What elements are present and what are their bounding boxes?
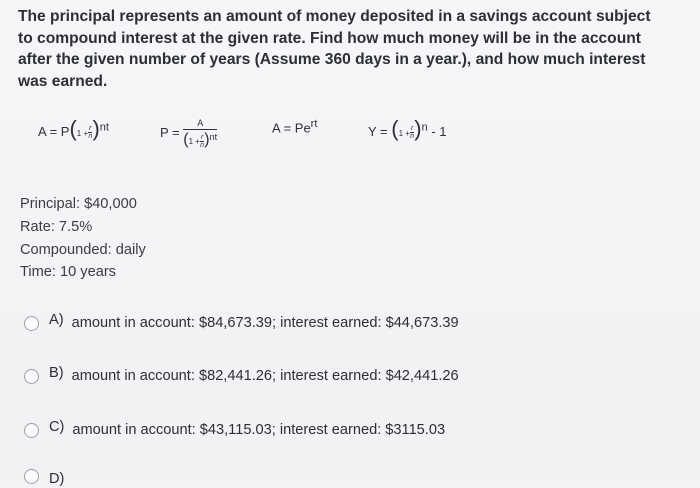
given-principal: Principal: $40,000 bbox=[20, 196, 137, 212]
formula-continuous bbox=[272, 118, 317, 135]
formula-effective-yield: Y = (1 + $\frac{r}{n}$ )$^n$ - 1 bbox=[368, 116, 447, 141]
formula-2-numerator: A bbox=[183, 118, 217, 130]
option-letter: C) bbox=[49, 419, 65, 435]
formula-3-exponent: rt bbox=[310, 118, 318, 130]
option-text: amount in account: $43,115.03; interest earned: $3115.03 bbox=[72, 422, 446, 438]
given-compounded: Compounded: daily bbox=[20, 242, 146, 258]
radio-button-icon[interactable] bbox=[24, 369, 39, 384]
option-text: amount in account: $82,441.26; interest earned: $42,441.26 bbox=[71, 368, 459, 384]
formula-4-tail: - 1 bbox=[427, 124, 447, 139]
given-time: Time: 10 years bbox=[20, 264, 116, 280]
formula-present-value bbox=[160, 118, 217, 149]
answer-option-b[interactable] bbox=[24, 364, 459, 388]
formula-2-fraction bbox=[183, 118, 217, 149]
formula-4-lhs: Y = bbox=[368, 124, 388, 139]
answer-option-c[interactable] bbox=[24, 418, 445, 442]
option-letter: B) bbox=[49, 365, 64, 381]
radio-button-icon[interactable] bbox=[24, 469, 39, 484]
formula-3-lhs: A = Pe bbox=[272, 120, 311, 136]
answer-option-a[interactable] bbox=[24, 311, 459, 335]
radio-button-icon[interactable] bbox=[24, 316, 39, 331]
formula-2-denominator: (1 + $\frac{r}{n}$ )$^{nt}$ bbox=[183, 131, 218, 150]
formula-1-one-plus: 1 + bbox=[76, 129, 89, 138]
formula-compound-amount: A = P(1 + $\frac{r}{n}$ )$^{nt}$ bbox=[38, 116, 109, 141]
option-text: amount in account: $84,673.39; interest earned: $44,673.39 bbox=[71, 315, 459, 331]
given-rate: Rate: 7.5% bbox=[20, 219, 93, 235]
formula-1-fraction: $\frac{r}{n}$ bbox=[88, 125, 93, 141]
formula-1-lhs: A = P bbox=[38, 124, 70, 139]
option-letter: D) bbox=[49, 471, 65, 487]
radio-button-icon[interactable] bbox=[24, 423, 39, 438]
formula-4-exponent: n bbox=[421, 121, 428, 134]
formula-2-lhs: P = bbox=[160, 125, 180, 140]
formula-1-exponent: nt bbox=[99, 121, 109, 134]
answer-option-d[interactable] bbox=[24, 464, 72, 488]
option-letter: A) bbox=[49, 312, 64, 328]
question-text: The principal represents an amount of money deposited in a savings account subject to compound interest at the given rate. Find how much money will be in the account after the given number of years (Assume 360 days in a year.), and how much interest was earned. bbox=[18, 8, 651, 90]
